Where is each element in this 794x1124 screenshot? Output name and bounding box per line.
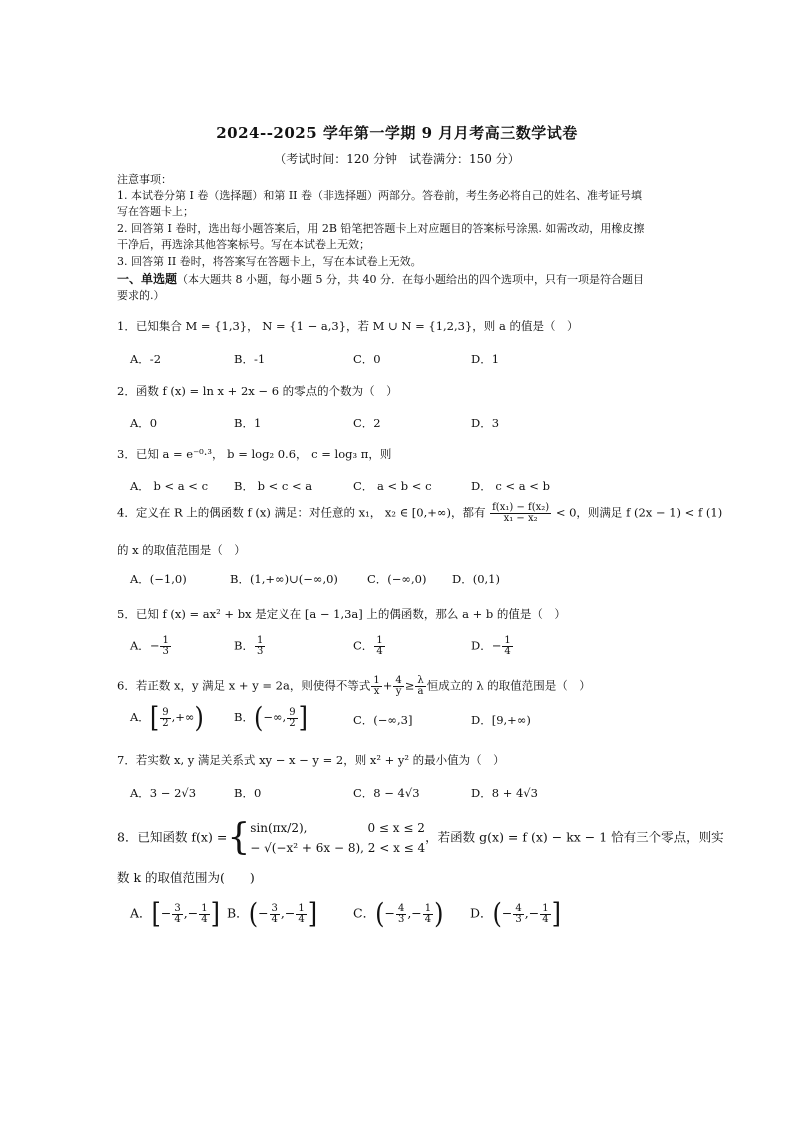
q1-option-b[interactable]: B．-1 (234, 352, 266, 366)
q6-b-close-bracket: ] (298, 701, 308, 735)
q6-a-open-bracket: [ (149, 701, 160, 735)
q4-frac-den: x₁ − x₂ (503, 513, 538, 524)
q4-stem-c: 的 x 的取值范围是（ ） (117, 543, 246, 557)
section-heading-line (117, 271, 644, 288)
q7-option-d[interactable]: D．8 + 4√3 (471, 786, 538, 800)
notice-line-1a: 1. 本试卷分第 I 卷（选择题）和第 II 卷（非选择题）两部分。答卷前，考生务必将自己的姓名、准考证号填 (117, 189, 643, 202)
notice-heading: 注意事项： (117, 173, 172, 186)
q8-d-frac1 (513, 904, 523, 925)
notice-line-1b: 写在答题卡上； (117, 205, 194, 218)
exam-subtitle: （考试时间：120 分钟 试卷满分：150 分） (274, 152, 520, 166)
q6-f3-num: λ (417, 675, 424, 686)
q8-b-frac1 (270, 904, 280, 925)
q5-b-label: B． (234, 638, 254, 653)
q8-option-d[interactable] (470, 897, 561, 931)
q8-b-close: ] (307, 897, 318, 931)
q5-d-num: 1 (504, 635, 511, 646)
q8-a-frac2 (199, 904, 209, 925)
q5-d-den: 4 (504, 646, 511, 657)
q2-option-d[interactable]: D．3 (471, 416, 500, 430)
q8-piece-2: − √(−x² + 6x − 8), 2 < x ≤ 4 (250, 841, 426, 855)
question-6-stem (117, 676, 591, 697)
q5-option-a[interactable] (130, 636, 172, 657)
q5-option-c[interactable] (353, 636, 386, 657)
q1-option-c[interactable]: C．0 (353, 352, 381, 366)
q8-c-neg2: − (411, 905, 422, 921)
q8-d-neg2: − (528, 905, 540, 921)
exam-title: 2024--2025 学年第一学期 9 月月考高三数学试卷 (216, 124, 578, 142)
q7-option-b[interactable]: B．0 (234, 786, 262, 800)
q8-b-frac2 (296, 904, 306, 925)
q8-b-d1: 4 (271, 913, 278, 925)
q6-stem-b: 恒成立的 λ 的取值范围是（ ） (426, 678, 591, 693)
q2-option-a[interactable]: A．0 (130, 416, 158, 430)
q8-c-close: ) (434, 897, 444, 931)
q5-a-fraction (160, 636, 170, 657)
q5-d-sign: − (491, 638, 502, 653)
q8-b-n1: 3 (271, 902, 278, 914)
q6-b-fraction (287, 708, 297, 729)
q8-d-d1: 3 (515, 913, 522, 925)
q6-f1-den: x (373, 686, 380, 697)
q7-option-a[interactable]: A．3 − 2√3 (130, 786, 197, 800)
q5-a-sign: − (149, 638, 160, 653)
q5-c-label: C． (353, 638, 374, 653)
q3-option-b[interactable]: B． b < c < a (234, 479, 313, 493)
q8-c-frac2 (423, 904, 433, 925)
q2-option-b[interactable]: B．1 (234, 416, 262, 430)
q8-piece-1: sin(πx/2), 0 ≤ x ≤ 2 (250, 821, 425, 835)
q3-option-c[interactable]: C． a < b < c (353, 479, 432, 493)
q6-b-num: 9 (289, 706, 296, 718)
q5-c-num: 1 (376, 635, 383, 646)
q8-d-open: ( (492, 897, 502, 931)
q3-option-d[interactable]: D． c < a < b (471, 479, 550, 493)
q8-c-n1: 4 (397, 902, 405, 914)
q8-stem-b: ，若函数 g(x) = f (x) − kx − 1 恰有三个零点，则实 (425, 829, 724, 845)
q8-d-neg1: − (501, 905, 513, 921)
q8-a-d1: 4 (174, 913, 181, 925)
q8-a-d2: 4 (201, 913, 208, 925)
q8-d-comma: , (524, 905, 529, 921)
q5-b-den: 3 (256, 646, 264, 657)
q4-stem-b: < 0，则满足 f (2x − 1) < f (1) (555, 505, 723, 520)
q8-d-label: D． (470, 905, 493, 921)
q6-frac-3 (415, 676, 425, 697)
q8-a-close: ] (210, 897, 220, 931)
question-4-stem (117, 503, 722, 524)
q8-c-label: C． (353, 905, 376, 921)
q8-c-open: ( (375, 897, 385, 931)
notice-line-2a: 2. 回答第 I 卷时，选出每小题答案后，用 2B 铅笔把答题卡上对应题目的答案标号涂黑. 如需改动，用橡皮擦 (117, 222, 645, 235)
q8-a-open: [ (151, 897, 161, 931)
q7-option-c[interactable]: C．8 − 4√3 (353, 786, 420, 800)
q8-d-d2: 4 (542, 913, 549, 925)
q5-a-label: A． (130, 638, 150, 653)
q5-a-num: 1 (162, 635, 169, 646)
q4-fraction (490, 503, 551, 524)
q8-b-label: B． (227, 905, 249, 921)
q8-c-d2: 4 (424, 913, 432, 925)
q8-option-b[interactable] (227, 897, 318, 931)
q4-option-d[interactable]: D．(0,1) (452, 572, 500, 586)
q8-a-frac1 (172, 904, 182, 925)
q8-option-c[interactable] (353, 897, 444, 931)
q6-plus: + (382, 678, 393, 693)
q8-brace: { (227, 817, 251, 858)
q6-a-num: 9 (162, 706, 169, 718)
q8-a-neg2: − (187, 905, 199, 921)
q5-d-label: D． (471, 638, 492, 653)
q8-a-label: A． (130, 905, 152, 921)
q6-a-den: 2 (162, 717, 169, 729)
question-8-stem (117, 818, 724, 858)
q8-c-neg1: − (384, 905, 395, 921)
q3-option-a[interactable]: A． b < a < c (130, 479, 209, 493)
q5-b-fraction (255, 636, 265, 657)
q4-stem-a: 4．定义在 R 上的偶函数 f (x) 满足：对任意的 x₁， x₂ ∈ [0,+∞)，都有 (117, 505, 486, 520)
q5-option-b[interactable] (234, 636, 266, 657)
q8-b-comma: , (280, 905, 285, 921)
q4-frac-num: f(x₁) − f(x₂) (492, 502, 550, 513)
q5-c-den: 4 (376, 646, 383, 657)
q8-b-n2: 1 (298, 902, 305, 914)
q8-c-comma: , (407, 905, 412, 921)
q6-stem-a: 6．若正数 x，y 满足 x + y = 2a，则使得不等式 (117, 678, 371, 693)
q8-a-neg1: − (160, 905, 172, 921)
q6-b-label: B． (234, 710, 254, 724)
q8-a-comma: , (183, 905, 188, 921)
q6-option-a[interactable] (130, 701, 204, 735)
q6-option-d[interactable]: D．[9,+∞) (471, 713, 531, 727)
q8-option-a[interactable] (130, 897, 220, 931)
q8-b-neg1: − (258, 905, 269, 921)
q4-option-c[interactable]: C．(−∞,0) (367, 572, 427, 586)
q1-option-a[interactable]: A．-2 (130, 352, 162, 366)
q6-a-rest: ,+∞ (171, 710, 195, 724)
q2-option-c[interactable]: C．2 (353, 416, 381, 430)
q8-c-frac1 (396, 904, 406, 925)
notice-line-2b: 干净后，再选涂其他答案标号。写在本试卷上无效； (117, 238, 370, 251)
question-7-stem: 7．若实数 x, y 满足关系式 xy − x − y = 2，则 x² + y² 的最小值为（ ） (117, 753, 505, 767)
question-5-stem: 5．已知 f (x) = ax² + bx 是定义在 [a − 1,3a] 上的偶函数，那么 a + b 的值是（ ） (117, 607, 566, 621)
q8-d-n2: 1 (542, 902, 549, 914)
q6-option-c[interactable]: C．(−∞,3] (353, 713, 413, 727)
q8-d-n1: 4 (515, 902, 522, 914)
q4-option-a[interactable]: A．(−1,0) (130, 572, 187, 586)
q6-frac-2 (393, 676, 403, 697)
question-3-stem: 3．已知 a = e⁻⁰·³， b = log₂ 0.6， c = log₃ π，则 (117, 447, 392, 461)
q5-a-den: 3 (162, 646, 169, 657)
q8-c-n2: 1 (424, 902, 432, 914)
q8-b-open: ( (248, 897, 259, 931)
q6-a-close-paren: ) (194, 701, 204, 735)
q6-a-fraction (160, 708, 170, 729)
q6-a-label: A． (130, 710, 150, 724)
q8-d-frac2 (540, 904, 550, 925)
q1-option-d[interactable]: D．1 (471, 352, 500, 366)
question-2-stem: 2．函数 f (x) = ln x + 2x − 6 的零点的个数为（ ） (117, 384, 398, 398)
q6-b-open-paren: ( (253, 701, 264, 735)
section-desc: （本大题共 8 小题，每小题 5 分，共 40 分．在每小题给出的四个选项中，只有一项是符合题目 (177, 273, 644, 286)
q5-c-fraction (374, 636, 384, 657)
q8-piecewise (250, 818, 425, 858)
q8-d-close: ] (551, 897, 561, 931)
q8-stem-c: 数 k 的取值范围为( ) (117, 870, 255, 885)
q5-b-num: 1 (256, 635, 264, 646)
q6-f2-num: 4 (395, 675, 402, 686)
q8-a-n1: 3 (174, 902, 181, 914)
q6-b-den: 2 (289, 717, 296, 729)
q6-b-pre: −∞, (263, 710, 287, 724)
q8-a-n2: 1 (201, 902, 208, 914)
q6-option-b[interactable] (234, 701, 308, 735)
q4-option-b[interactable]: B．(1,+∞)∪(−∞,0) (230, 572, 338, 586)
section-title: 一、单选题 (117, 272, 178, 286)
q8-b-d2: 4 (298, 913, 305, 925)
q6-frac-1 (371, 676, 381, 697)
q5-option-d[interactable] (471, 636, 514, 657)
q8-b-neg2: − (284, 905, 296, 921)
section-desc-2: 要求的.） (117, 289, 165, 302)
question-1-stem: 1．已知集合 M = {1,3}， N = {1 − a,3}，若 M ∪ N = {1,2,3}，则 a 的值是（ ） (117, 319, 579, 333)
q6-f1-num: 1 (373, 675, 380, 686)
q8-c-d1: 3 (397, 913, 405, 925)
q6-ge: ≥ (404, 678, 415, 693)
q5-d-fraction (502, 636, 512, 657)
notice-line-3: 3. 回答第 II 卷时，将答案写在答题卡上，写在本试卷上无效。 (117, 255, 422, 268)
q6-f3-den: a (417, 686, 424, 697)
q6-f2-den: y (395, 686, 402, 697)
q8-stem-a: 8．已知函数 f(x) = (117, 829, 228, 845)
